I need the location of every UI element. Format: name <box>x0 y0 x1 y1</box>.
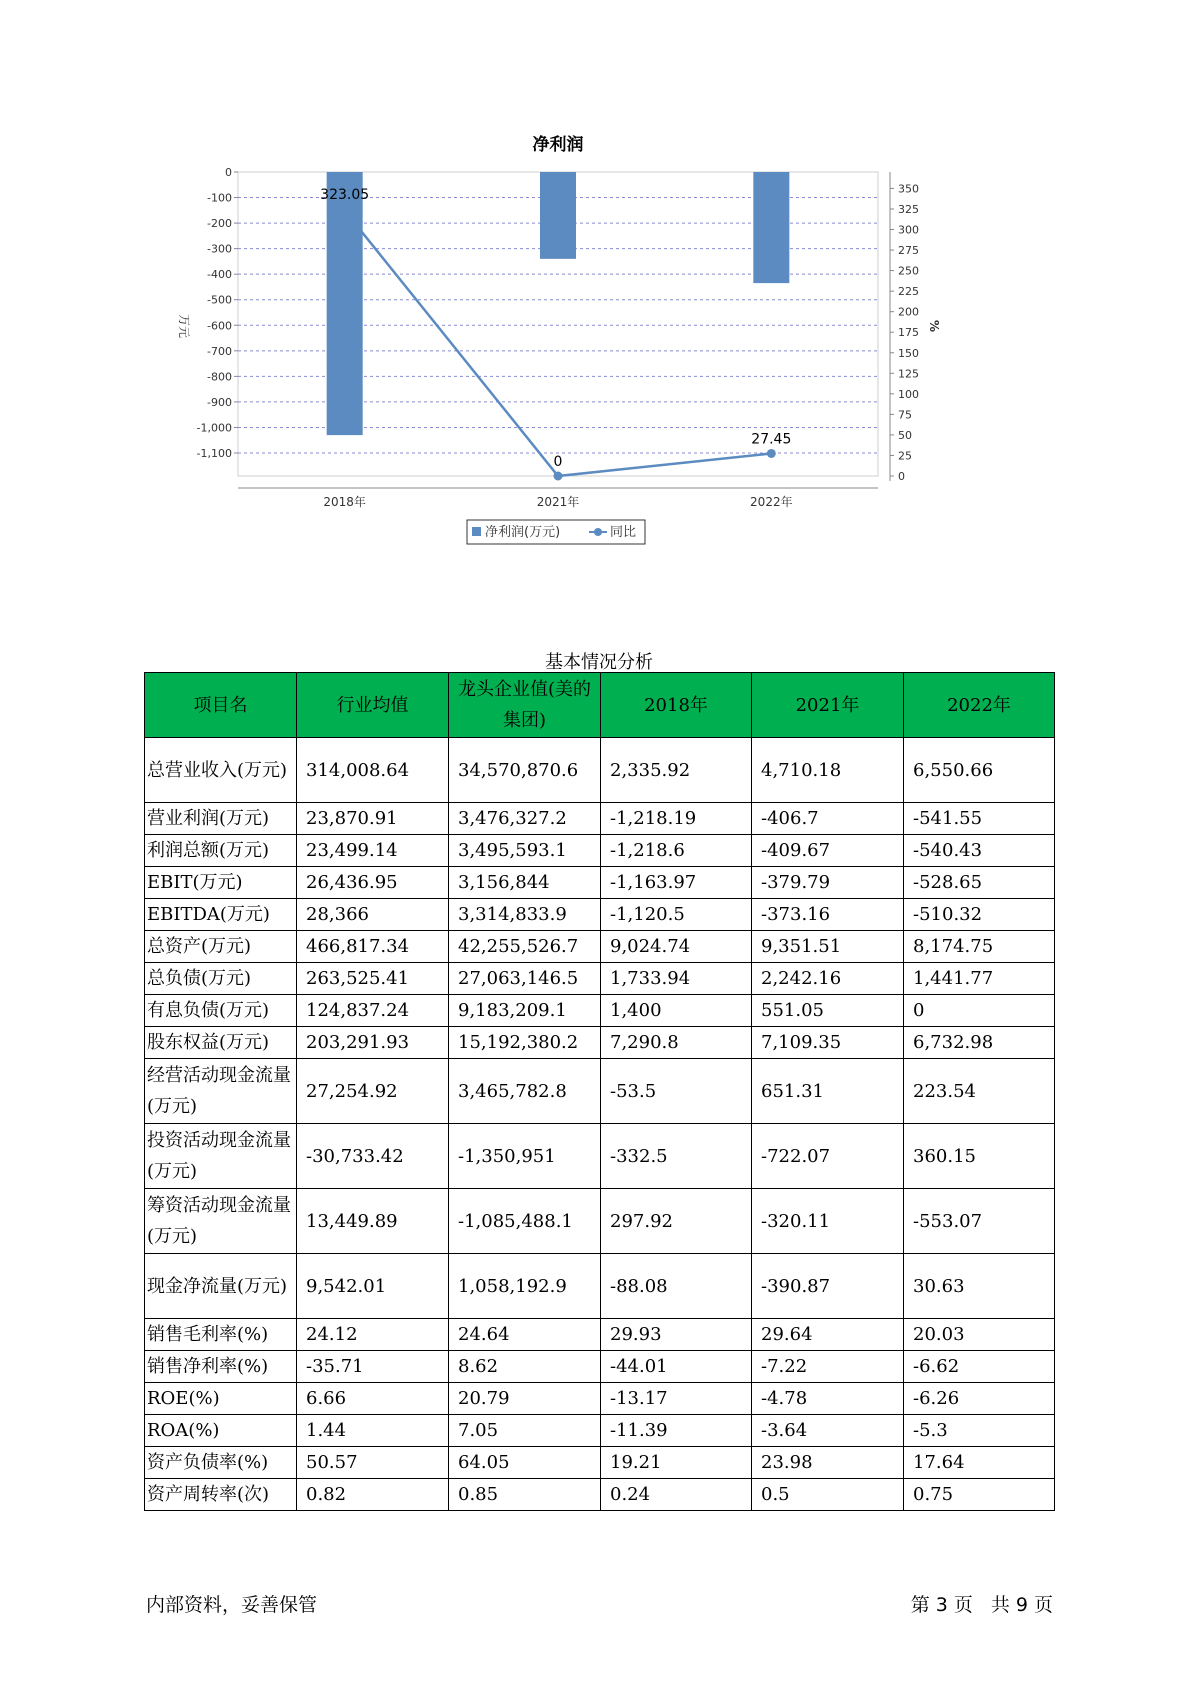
value-cell: 1,441.77 <box>904 963 1055 995</box>
value-cell: 23,499.14 <box>297 835 449 867</box>
table-row <box>145 1479 1055 1511</box>
value-cell: -373.16 <box>752 899 904 931</box>
value-cell: 0.75 <box>904 1479 1055 1511</box>
chart-title: 净利润 <box>532 135 584 155</box>
row-label-cell: 销售净利率(%) <box>145 1351 297 1383</box>
row-label-cell: 资产周转率(次) <box>145 1479 297 1511</box>
value-cell: -1,085,488.1 <box>449 1189 601 1254</box>
value-cell: 24.12 <box>297 1319 449 1351</box>
page-prefix: 第 <box>910 1594 930 1616</box>
value-cell: 9,024.74 <box>601 931 752 963</box>
value-cell: -5.3 <box>904 1415 1055 1447</box>
value-cell: 28,366 <box>297 899 449 931</box>
value-cell: 50.57 <box>297 1447 449 1479</box>
y-tick-label: -900 <box>207 395 232 409</box>
value-cell: -3.64 <box>752 1415 904 1447</box>
value-cell: 20.79 <box>449 1383 601 1415</box>
y-axis-label: 万元 <box>177 313 191 339</box>
value-cell: 466,817.34 <box>297 931 449 963</box>
analysis-table <box>144 672 1055 1511</box>
y-tick-label: -1,100 <box>196 447 232 461</box>
y2-tick-label: 100 <box>898 387 919 401</box>
table-row <box>145 1319 1055 1351</box>
row-label-cell: 总营业收入(万元) <box>145 738 297 803</box>
value-cell: 4,710.18 <box>752 738 904 803</box>
yoy-data-label: 323.05 <box>320 187 370 203</box>
value-cell: -6.26 <box>904 1383 1055 1415</box>
value-cell: 1,058,192.9 <box>449 1254 601 1319</box>
row-label-cell: 利润总额(万元) <box>145 835 297 867</box>
value-cell: 20.03 <box>904 1319 1055 1351</box>
legend-line-label: 同比 <box>610 525 637 540</box>
value-cell: 551.05 <box>752 995 904 1027</box>
value-cell: -88.08 <box>601 1254 752 1319</box>
value-cell: 0.82 <box>297 1479 449 1511</box>
value-cell: -1,350,951 <box>449 1124 601 1189</box>
row-label-cell: 总资产(万元) <box>145 931 297 963</box>
row-label-cell: 经营活动现金流量(万元) <box>145 1059 297 1124</box>
header-cell: 2021年 <box>752 673 904 738</box>
value-cell: 3,476,327.2 <box>449 803 601 835</box>
table-row <box>145 738 1055 803</box>
value-cell: 23,870.91 <box>297 803 449 835</box>
header-cell: 项目名 <box>145 673 297 738</box>
value-cell: 15,192,380.2 <box>449 1027 601 1059</box>
y2-tick-label: 350 <box>898 182 919 196</box>
y2-tick-label: 75 <box>898 408 912 422</box>
value-cell: 6.66 <box>297 1383 449 1415</box>
value-cell: 1,400 <box>601 995 752 1027</box>
row-label-cell: 筹资活动现金流量(万元) <box>145 1189 297 1254</box>
y2-tick-label: 150 <box>898 346 919 360</box>
value-cell: -722.07 <box>752 1124 904 1189</box>
value-cell: 7,290.8 <box>601 1027 752 1059</box>
y-tick-label: -1,000 <box>196 421 232 435</box>
value-cell: 0.5 <box>752 1479 904 1511</box>
value-cell: -11.39 <box>601 1415 752 1447</box>
row-label-cell: 资产负债率(%) <box>145 1447 297 1479</box>
value-cell: 9,542.01 <box>297 1254 449 1319</box>
value-cell: -540.43 <box>904 835 1055 867</box>
row-label-cell: 有息负债(万元) <box>145 995 297 1027</box>
value-cell: 26,436.95 <box>297 867 449 899</box>
y2-tick-label: 225 <box>898 285 919 299</box>
row-label-cell: 总负债(万元) <box>145 963 297 995</box>
value-cell: 3,314,833.9 <box>449 899 601 931</box>
value-cell: 19.21 <box>601 1447 752 1479</box>
value-cell: -541.55 <box>904 803 1055 835</box>
value-cell: -44.01 <box>601 1351 752 1383</box>
value-cell: -409.67 <box>752 835 904 867</box>
value-cell: 6,732.98 <box>904 1027 1055 1059</box>
x-tick-label: 2022年 <box>750 495 793 509</box>
x-tick-label: 2018年 <box>323 495 366 509</box>
value-cell: -1,218.6 <box>601 835 752 867</box>
value-cell: 314,008.64 <box>297 738 449 803</box>
table-row <box>145 899 1055 931</box>
footer-confidential-note: 内部资料，妥善保管 <box>146 1594 318 1616</box>
y-tick-label: -200 <box>207 217 232 231</box>
value-cell: -1,163.97 <box>601 867 752 899</box>
y-tick-label: -800 <box>207 370 232 384</box>
value-cell: -6.62 <box>904 1351 1055 1383</box>
value-cell: 64.05 <box>449 1447 601 1479</box>
net-profit-chart <box>170 130 970 600</box>
value-cell: -7.22 <box>752 1351 904 1383</box>
y2-tick-label: 250 <box>898 264 919 278</box>
value-cell: 2,242.16 <box>752 963 904 995</box>
value-cell: 9,351.51 <box>752 931 904 963</box>
y-tick-label: -100 <box>207 191 232 205</box>
value-cell: 3,465,782.8 <box>449 1059 601 1124</box>
value-cell: -35.71 <box>297 1351 449 1383</box>
row-label-cell: ROA(%) <box>145 1415 297 1447</box>
table-row <box>145 931 1055 963</box>
yoy-point <box>554 472 563 481</box>
value-cell: -1,120.5 <box>601 899 752 931</box>
value-cell: -332.5 <box>601 1124 752 1189</box>
y2-tick-label: 325 <box>898 202 919 216</box>
header-cell: 龙头企业值(美的集团) <box>449 673 601 738</box>
value-cell: -30,733.42 <box>297 1124 449 1189</box>
page-total-prefix: 共 <box>990 1594 1010 1616</box>
row-label-cell: 现金净流量(万元) <box>145 1254 297 1319</box>
value-cell: 23.98 <box>752 1447 904 1479</box>
yoy-point <box>767 449 776 458</box>
legend-bar-label: 净利润(万元) <box>485 525 561 540</box>
value-cell: -528.65 <box>904 867 1055 899</box>
y-tick-label: -600 <box>207 319 232 333</box>
yoy-data-label: 27.45 <box>751 431 792 448</box>
value-cell: -320.11 <box>752 1189 904 1254</box>
value-cell: 3,495,593.1 <box>449 835 601 867</box>
y-tick-label: -500 <box>207 293 232 307</box>
y2-tick-label: 25 <box>898 449 912 463</box>
row-label-cell: EBITDA(万元) <box>145 899 297 931</box>
value-cell: 6,550.66 <box>904 738 1055 803</box>
value-cell: 29.64 <box>752 1319 904 1351</box>
value-cell: 30.63 <box>904 1254 1055 1319</box>
value-cell: 263,525.41 <box>297 963 449 995</box>
y2-axis-label: % <box>927 319 941 333</box>
value-cell: 34,570,870.6 <box>449 738 601 803</box>
table-row <box>145 1254 1055 1319</box>
y-tick-label: 0 <box>225 166 232 179</box>
y2-tick-label: 200 <box>898 305 919 319</box>
header-cell: 行业均值 <box>297 673 449 738</box>
value-cell: 7.05 <box>449 1415 601 1447</box>
value-cell: 29.93 <box>601 1319 752 1351</box>
chart-canvas <box>170 130 970 600</box>
y2-tick-label: 0 <box>898 470 905 483</box>
row-label-cell: 投资活动现金流量(万元) <box>145 1124 297 1189</box>
legend-line-marker <box>594 528 602 536</box>
value-cell: -510.32 <box>904 899 1055 931</box>
table-row <box>145 1124 1055 1189</box>
value-cell: -4.78 <box>752 1383 904 1415</box>
value-cell: 203,291.93 <box>297 1027 449 1059</box>
value-cell: 223.54 <box>904 1059 1055 1124</box>
value-cell: -379.79 <box>752 867 904 899</box>
header-cell: 2018年 <box>601 673 752 738</box>
table-row <box>145 867 1055 899</box>
yoy-data-label: 0 <box>553 454 563 470</box>
value-cell: 9,183,209.1 <box>449 995 601 1027</box>
y2-tick-label: 300 <box>898 223 919 237</box>
table-header-row <box>145 673 1055 738</box>
value-cell: -390.87 <box>752 1254 904 1319</box>
value-cell: 0 <box>904 995 1055 1027</box>
table-row <box>145 1027 1055 1059</box>
y-tick-label: -400 <box>207 268 232 282</box>
value-cell: 360.15 <box>904 1124 1055 1189</box>
value-cell: -1,218.19 <box>601 803 752 835</box>
value-cell: 42,255,526.7 <box>449 931 601 963</box>
table-row <box>145 1351 1055 1383</box>
value-cell: 3,156,844 <box>449 867 601 899</box>
row-label-cell: EBIT(万元) <box>145 867 297 899</box>
value-cell: -406.7 <box>752 803 904 835</box>
value-cell: 1.44 <box>297 1415 449 1447</box>
table-row <box>145 835 1055 867</box>
value-cell: 2,335.92 <box>601 738 752 803</box>
value-cell: 651.31 <box>752 1059 904 1124</box>
y2-tick-label: 50 <box>898 428 912 442</box>
value-cell: 8,174.75 <box>904 931 1055 963</box>
header-cell: 2022年 <box>904 673 1055 738</box>
row-label-cell: 销售毛利率(%) <box>145 1319 297 1351</box>
page-total: 9 <box>1015 1594 1028 1616</box>
legend-bar-swatch <box>472 527 481 536</box>
page-current: 3 <box>935 1594 948 1616</box>
value-cell: 8.62 <box>449 1351 601 1383</box>
table-row <box>145 1059 1055 1124</box>
table-row <box>145 1447 1055 1479</box>
page-total-unit: 页 <box>1033 1594 1053 1616</box>
table-row <box>145 1383 1055 1415</box>
y-tick-label: -700 <box>207 344 232 358</box>
bar-net-profit <box>540 172 576 259</box>
value-cell: 27,063,146.5 <box>449 963 601 995</box>
table-row <box>145 803 1055 835</box>
value-cell: 0.85 <box>449 1479 601 1511</box>
footer-page-number <box>905 1590 1053 1617</box>
table-row <box>145 1415 1055 1447</box>
page-unit: 页 <box>953 1594 973 1616</box>
value-cell: -13.17 <box>601 1383 752 1415</box>
value-cell: 297.92 <box>601 1189 752 1254</box>
value-cell: -553.07 <box>904 1189 1055 1254</box>
value-cell: 7,109.35 <box>752 1027 904 1059</box>
value-cell: 24.64 <box>449 1319 601 1351</box>
table-row <box>145 995 1055 1027</box>
value-cell: -53.5 <box>601 1059 752 1124</box>
value-cell: 0.24 <box>601 1479 752 1511</box>
value-cell: 124,837.24 <box>297 995 449 1027</box>
row-label-cell: ROE(%) <box>145 1383 297 1415</box>
value-cell: 17.64 <box>904 1447 1055 1479</box>
row-label-cell: 营业利润(万元) <box>145 803 297 835</box>
y2-tick-label: 125 <box>898 367 919 381</box>
value-cell: 1,733.94 <box>601 963 752 995</box>
value-cell: 13,449.89 <box>297 1189 449 1254</box>
x-tick-label: 2021年 <box>536 495 580 509</box>
table-row <box>145 1189 1055 1254</box>
bar-net-profit <box>753 172 789 283</box>
value-cell: 27,254.92 <box>297 1059 449 1124</box>
table-caption: 基本情况分析 <box>545 652 653 673</box>
y2-tick-label: 275 <box>898 244 919 258</box>
y2-tick-label: 175 <box>898 326 919 340</box>
table-row <box>145 963 1055 995</box>
row-label-cell: 股东权益(万元) <box>145 1027 297 1059</box>
y-tick-label: -300 <box>207 242 232 256</box>
